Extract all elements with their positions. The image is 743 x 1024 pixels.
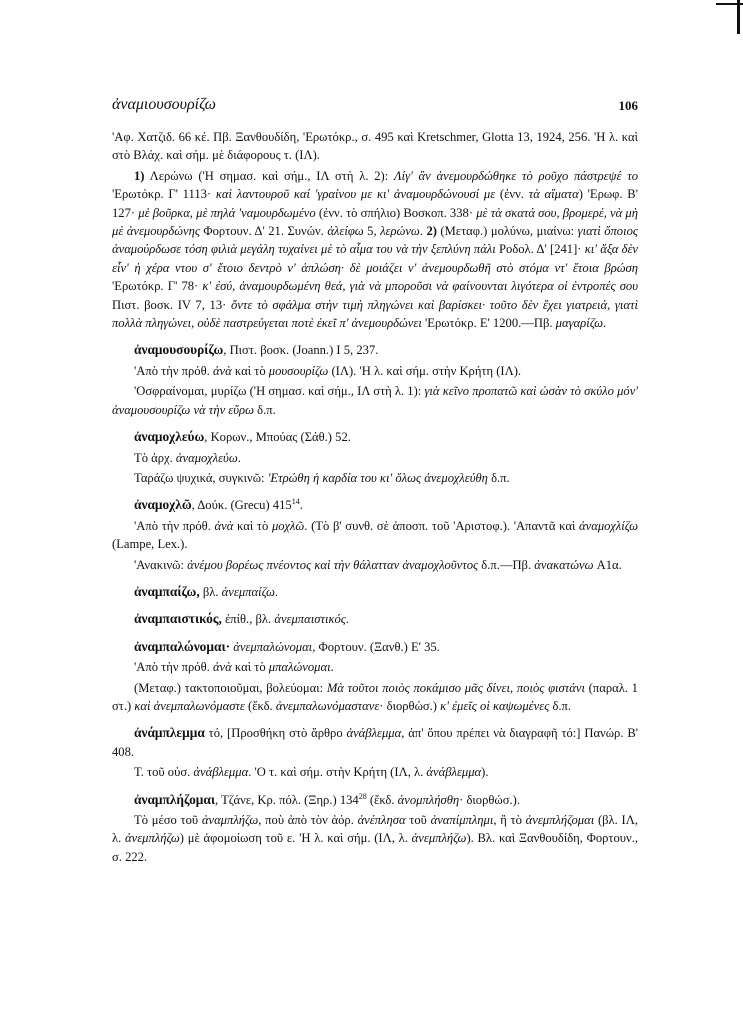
quotation-text: ἀνάβλεμμα <box>426 765 482 780</box>
quotation-text: λερώνω <box>380 224 420 239</box>
entry-paragraph <box>112 791 638 809</box>
quotation-text: ἀνεμπαλωνόμαστανε <box>275 698 380 713</box>
quotation-text: τὰ αἵματα <box>528 187 579 202</box>
quotation-text: καὶ ἀνεμπαλωνόμαστε <box>134 698 245 713</box>
quotation-text: γιὰ κεῖνο προπατῶ καὶ ὡσὰν τὸ σκύλο μόν' ἀναμουσουρίζω νὰ τὴν εὔρω <box>112 384 638 417</box>
text-run: (Lampe, Lex.). <box>112 537 188 552</box>
text-run: 'Ερωτόκρ. Ε' 1200.—Πβ. <box>421 316 556 331</box>
text-run: ) 'Ερωφ. Β' 127· <box>112 187 638 220</box>
quotation-text: ἀναπίμπλημι <box>430 813 494 827</box>
dictionary-entry <box>112 724 638 781</box>
quotation-text: κ' ἐσύ, ἀναμουρδωμένη θεά, γιὰ νὰ μποροῦσι νὰ φαίνουνται λιγότερα οἱ ἐντροπές σου <box>202 279 638 294</box>
dictionary-entry <box>112 428 638 487</box>
text-run: , ἀπ' ὅπου πρέπει νὰ διαγραφῆ τό:] Πανώρ. Β' 408. <box>112 726 639 759</box>
text-run: (ἐνν. τὸ σπήλιο) Βοσκοπ. 338· <box>315 205 477 220</box>
text-run: δ.π. <box>549 698 572 713</box>
text-run: 'Απὸ τὴν πρόθ. <box>134 518 215 533</box>
entry-paragraph <box>112 556 638 574</box>
text-run: Τ. τοῦ οὐσ. <box>134 765 194 780</box>
text-run: , ἢ τὸ <box>493 813 526 827</box>
dictionary-entry <box>112 583 638 601</box>
entry-paragraph <box>112 341 638 359</box>
text-run: , Πιστ. βοσκ. (Joann.) I 5, 237. <box>223 343 379 358</box>
entry-paragraph <box>112 469 638 487</box>
text-run: , Φορτουν. (Ξανθ.) Ε' 35. <box>312 639 440 654</box>
entry-paragraph <box>112 583 638 601</box>
text-run: (βλ. ΙΛ, λ. <box>112 813 638 846</box>
dictionary-entry <box>112 496 638 574</box>
text-run: ). <box>481 765 489 780</box>
text-run: Ροδολ. Δ' [241]· <box>495 242 585 257</box>
text-run: ) μὲ ἀφομοίωση τοῦ ε. 'Η λ. καὶ σήμ. (ΙΛ, λ. <box>179 831 412 846</box>
text-run: 'Απὸ τὴν πρόθ. <box>134 660 213 675</box>
scan-edge-mark <box>737 0 740 34</box>
dictionary-entry <box>112 341 638 419</box>
quotation-text: ἀλείφω <box>327 224 364 239</box>
quotation-text: μὲ βοῦρκα, μὲ πηλά 'ναμουρδωμένο <box>138 205 316 220</box>
text-run: (ΙΛ). 'Η λ. καὶ σήμ. στὴν Κρήτη (ΙΛ). <box>328 363 522 378</box>
quotation-text: μπαλώνομαι <box>268 660 331 675</box>
text-run: καὶ τὸ <box>231 363 269 378</box>
text-run: . <box>330 660 334 675</box>
text-run: (ἐνν. <box>495 187 529 202</box>
text-run: 'Ερωτόκρ. Γ' 78· <box>112 279 203 294</box>
quotation-text: ἀνεμπλήζομαι <box>525 813 595 827</box>
headword: ἀνάμπλεμμα <box>134 725 205 741</box>
text-run: ). Βλ. καὶ Ξανθουδίδη, Φορτουν., σ. 222. <box>112 831 638 864</box>
quotation-text: ἀνεμπαίζω <box>221 584 275 599</box>
text-run: . 'Ο τ. καὶ σήμ. στὴν Κρήτη (ΙΛ, λ. <box>248 765 427 780</box>
quotation-text: ἀνέμου βορέως πνέοντος καὶ τὴν θάλατταν ἀναμοχλοῦντος <box>187 557 479 572</box>
entry-paragraph <box>112 382 638 419</box>
dictionary-entry <box>112 791 638 867</box>
text-run: · διορθώσ.). <box>459 792 520 807</box>
quotation-text: ἀνεμπαλώνομαι <box>233 639 313 654</box>
text-run: . <box>419 224 427 239</box>
entry-paragraph <box>112 167 638 333</box>
entry-paragraph <box>112 449 638 467</box>
text-run: 'Οσφραίνομαι, μυρίζω ('Η σημασ. καὶ σήμ., ΙΛ στὴ λ. 1): <box>134 384 425 399</box>
quotation-text: ἀνομπλήσθη <box>397 792 460 807</box>
entry-paragraph <box>112 610 638 628</box>
text-run: Πιστ. βοσκ. IV 7, 13· <box>112 297 231 312</box>
entry-paragraph <box>112 811 638 866</box>
quotation-text: μοχλῶ <box>271 518 305 533</box>
text-run: (Μεταφ.) τακτοποιοῦμαι, βολεύομαι: <box>134 680 327 695</box>
text-run: . <box>345 612 350 627</box>
superscript: 28 <box>358 791 367 801</box>
quotation-text: ἀνάβλεμμα <box>346 726 402 741</box>
quotation-text: μαγαρίζω <box>555 316 603 331</box>
quotation-text: ἀνὰ <box>212 363 232 378</box>
text-run: (παραλ. 1 στ.) <box>112 680 638 713</box>
text-run: βλ. <box>199 584 222 599</box>
text-run: ἐπίθ., βλ. <box>221 612 275 627</box>
page-header <box>112 96 638 120</box>
dictionary-body <box>112 128 638 875</box>
text-run: . <box>237 450 241 465</box>
text-run: , ποὺ ἀπὸ τὸν ἀόρ. <box>258 813 358 827</box>
entry-paragraph <box>112 428 638 446</box>
quotation-text: Λίγ' ἂν ἀνεμουρδώθηκε τὸ ροῦχο πάστρεψέ το <box>394 168 639 183</box>
headword: ἀναμοχλεύω <box>134 429 205 445</box>
text-run: δ.π. <box>487 470 510 485</box>
quotation-text: ὄντε τὸ σφάλμα στὴν τιμὴ πληγώνει καὶ βαρίσκει· τοῦτο δὲν ἔχει γιατρειά, γιατὶ πολλὰ πληγώνει, οὐδὲ παστρεύγεται ποτὲ ἐκεῖ π' ἀνεμουρδώνει <box>112 297 638 331</box>
entry-paragraph <box>112 496 638 514</box>
headword: ἀναμπαλώνομαι· <box>134 638 231 654</box>
text-run: δ.π.—Πβ. <box>478 557 535 572</box>
text-run: τό, [Προσθήκη στὸ ἄρθρο <box>204 726 347 741</box>
text-run: , Τζάνε, Κρ. πόλ. (Ξηρ.) 134 <box>215 792 359 807</box>
text-run: 'Αφ. Χατζιδ. 66 κέ. Πβ. Ξανθουδίδη, 'Ερωτόκρ., σ. 495 καὶ Kretschmer, Glotta 13, 1924, 256. 'Η λ. καὶ στὸ Βλάχ. καὶ σήμ. μὲ διάφορους τ. (ΙΛ). <box>112 130 638 163</box>
text-run: . <box>602 316 607 331</box>
text-run: τοῦ <box>405 813 431 827</box>
text-run: 'Απὸ τὴν πρόθ. <box>134 363 213 378</box>
text-run: καὶ τὸ <box>233 518 272 533</box>
text-run: . (Τὸ β' συνθ. σὲ ἀποσπ. τοῦ 'Αριστοφ.). 'Απαντᾶ καὶ <box>304 518 580 533</box>
text-run: 2) <box>426 224 437 239</box>
text-run: , Κορων., Μπούας (Σάθ.) 52. <box>204 430 351 445</box>
quotation-text: ἀνέπλησα <box>357 813 406 827</box>
entry-paragraph <box>112 638 638 656</box>
headword: ἀναμπαίζω, <box>134 583 200 599</box>
text-run: 5, <box>363 224 381 239</box>
text-run: 'Ανακινῶ: <box>134 557 188 572</box>
text-run: Τὸ ἀρχ. <box>134 450 176 465</box>
running-head: ἀναμιουσουρίζω <box>112 96 216 113</box>
quotation-text: ἀναμοχλίζω <box>579 518 638 533</box>
text-run: . <box>274 584 279 599</box>
quotation-text: ἀνάβλεμμα <box>193 765 249 780</box>
quotation-text: ἀνεμπλήζω <box>411 831 467 846</box>
entry-paragraph <box>112 128 638 165</box>
quotation-text: ἀνεμπλήζω <box>125 831 180 846</box>
quotation-text: μὲ τὰ σκατά σου, βρομερέ, νὰ μὴ μὲ ἀνεμουρδώνης <box>112 205 638 239</box>
quotation-text: μουσουρίζω <box>268 363 329 378</box>
entry-paragraph <box>112 658 638 676</box>
dictionary-entry <box>112 638 638 716</box>
text-run: (Μεταφ.) μολύνω, μιαίνω: <box>436 224 578 239</box>
quotation-text: γιατὶ ὅποιος ἀναμούρδωσε τόση φιλιὰ μεγάλη τυχαίνει μὲ τὸ αἷμα του νὰ τὴν ξεπλύνη πάλι <box>112 224 639 257</box>
text-run: καὶ τὸ <box>231 660 269 675</box>
quotation-text: κ' ἐμεῖς οἱ καψωμένες <box>440 698 550 713</box>
text-run: . <box>299 498 303 513</box>
entry-paragraph <box>112 517 638 554</box>
text-run: , Δούκ. (Grecu) 415 <box>191 498 292 513</box>
text-run: (ἔκδ. <box>244 698 276 713</box>
entry-paragraph <box>112 362 638 380</box>
headword: ἀναμπλήζομαι <box>134 791 216 807</box>
entry-paragraph <box>112 679 638 716</box>
quotation-text: ἀνακατώνω <box>534 557 594 572</box>
quotation-text: ἀνεμπαιστικός <box>274 612 346 627</box>
superscript: 14 <box>291 497 300 507</box>
entry-paragraph <box>112 724 638 761</box>
scan-edge-mark-tick <box>716 3 743 5</box>
text-run: A1α. <box>593 557 622 572</box>
entry-paragraph <box>112 763 638 781</box>
quotation-text: Μὰ τοῦτοι ποιὸς ποκάμισο μᾶς δίνει, ποιὸς φιστάνι <box>326 680 585 695</box>
text-run: · διορθώσ.) <box>379 698 441 713</box>
headword: ἀναμπαιστικός, <box>134 611 222 627</box>
quotation-text: κι' ἄξα δὲν εἶν' ἡ χέρα ντου σ' ἔτοιο δεντρὸ ν' ἁπλώση· δὲ μοιάζει ν' ἀνεμουρδωθῆ στὸ στόμα ντ' ἔτοια βρώση <box>112 242 639 275</box>
headword: ἀναμοχλῶ <box>134 497 192 513</box>
text-run: Φορτουν. Δ' 21. Συνών. <box>199 224 328 239</box>
text-run: Ταράζω ψυχικά, συγκινῶ: <box>134 470 268 485</box>
quotation-text: ἀνὰ <box>214 518 234 533</box>
quotation-text: ἀναμπλήζω <box>201 813 259 827</box>
quotation-text: 'Ετρώθη ἡ καρδία του κι' ὅλως ἀνεμοχλεύθη <box>267 470 488 485</box>
entry-continuation <box>112 128 638 332</box>
text-run: (ἔκδ. <box>366 792 398 807</box>
quotation-text: ἀνὰ <box>212 660 232 675</box>
text-run: Τὸ μέσο τοῦ <box>134 813 202 827</box>
quotation-text: καὶ λαντουροῦ καί 'γραίνου με κι' ἀναμουρδώνουσί με <box>215 187 496 202</box>
text-run: 1) <box>134 168 145 183</box>
text-run: Λερώνω ('Η σημασ. καὶ σήμ., ΙΛ στὴ λ. 2): <box>144 168 395 183</box>
dictionary-entry <box>112 610 638 628</box>
text-run: δ.π. <box>253 402 276 417</box>
text-run: 'Ερωτόκρ. Γ' 1113· <box>112 187 216 202</box>
page-number: 106 <box>618 98 638 113</box>
quotation-text: ἀναμοχλεύω <box>175 450 238 465</box>
headword: ἀναμουσουρίζω <box>134 342 224 358</box>
